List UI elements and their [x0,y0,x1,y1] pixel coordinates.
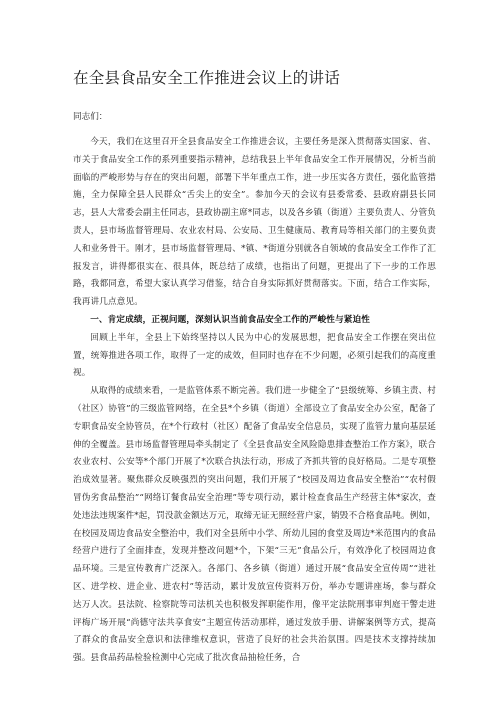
paragraph-achievements: 从取得的成绩来看，一是监管体系不断完善。我们进一步健全了“县级统筹、乡镇主责、村（社区）协管”的三级监管网络，在全县*个乡镇（街道）全部设立了食品安全办公室，配备了专职食品安全协管员，在*个行政村（社区）配备了食品安全信息员，实现了监管力量向基层延伸的全覆盖。县市场监督管理局牵头制定了《全县食品安全风险隐患排查整治工作方案》，联合农业农村、公安等*个部门开展了*次联合执法行动，形成了齐抓共管的良好格局。二是专项整治成效显著。聚焦群众反映强烈的突出问题，我们开展了“校园及周边食品安全整治”“农村假冒伪劣食品整治”“网络订餐食品安全治理”等专项行动，累计检查食品生产经营主体*家次，查处违法违规案件*起，罚没款金额达万元，取缔无证无照经营户家，销毁不合格食品吨。例如，在校园及周边食品安全整治中，我们对全县所中小学、所幼儿园的食堂及周边*米范围内的食品经营户进行了全面排查，发现并整改问题*个，下架“三无”食品公斤，有效净化了校园周边食品环境。三是宣传教育广泛深入。各部门、各乡镇（街道）通过开展“食品安全宣传周”“进社区、进学校、进企业、进农村”等活动，累计发放宣传资料万份，举办专题讲座场，参与群众达万人次。县法院、检察院等司法机关也积极发挥职能作用，像平定法院刑事审判庭干警走进评梅广场开展“尚德守法共享食安”主题宣传活动那样，通过发放手册、讲解案例等方式，提高了群众的食品安全意识和法律维权意识，营造了良好的社会共治氛围。四是技术支撑持续加强。县食品药品检验检测中心完成了批次食品抽检任务，合 [73,386,436,664]
section-heading: 一、肯定成绩，正视问题，深刻认识当前食品安全工作的严峻性与紧迫性 [90,314,370,325]
document-title: 在全县食品安全工作推进会议上的讲话 [73,69,340,87]
paragraph-review: 回顾上半年，全县上下始终坚持以人民为中心的发展思想，把食品安全工作摆在突出位置，统筹推进各项工作，取得了一定的成效，但同时也存在不少问题，必须引起我们的高度重视。 [73,332,436,379]
paragraph-intro: 今天，我们在这里召开全县食品安全工作推进会议，主要任务是深入贯彻落实国家、省、市关于食品安全工作的系列重要指示精神，总结我县上半年食品安全工作开展情况，分析当前面临的严峻形势与存在的突出问题，部署下半年重点工作，进一步压实各方责任，强化监管措施，全力保障全县人民群众“舌尖上的安全”。参加今天的会议有县委常委、县政府副县长同志，县人大常委会副主任同志，县政协副主席*同志，以及各乡镇（街道）主要负责人、分管负责人，县市场监督管理局、农业农村局、公安局、卫生健康局、教育局等相关部门的主要负责人和业务骨干。刚才，县市场监督管理局、*镇、*街道分别就各自领域的食品安全工作作了汇报发言，讲得都很实在、很具体，既总结了成绩，也指出了问题，更提出了下一步的工作思路，我都同意，希望大家认真学习借鉴，结合自身实际抓好贯彻落实。下面，结合工作实际，我再讲几点意见。 [73,137,436,308]
salutation: 同志们： [73,112,108,122]
